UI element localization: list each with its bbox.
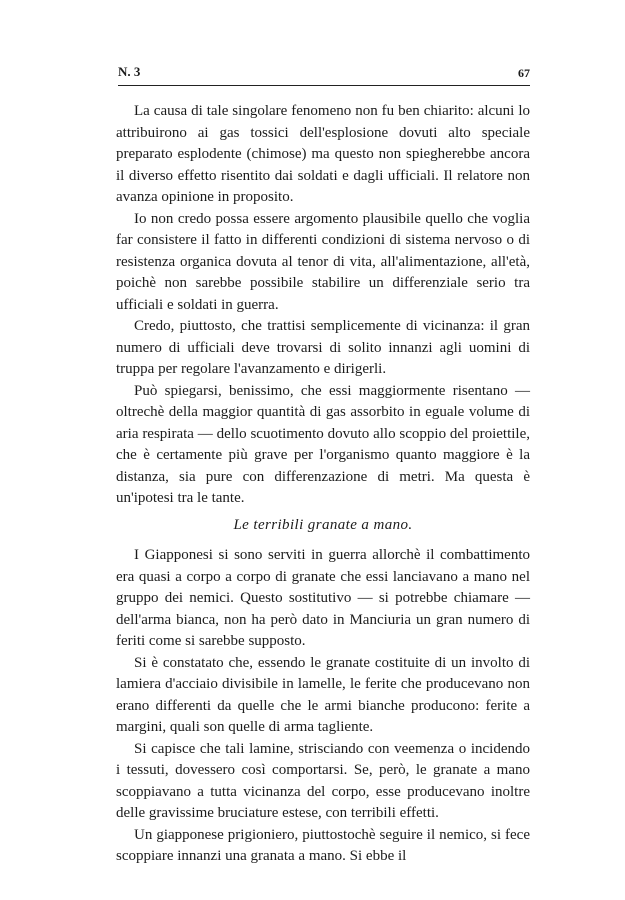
paragraph: La causa di tale singolare fenomeno non fu ben chiarito: alcuni lo attribuirono ai gas tossici dell'esplosione dovuti alto speciale preparato esplodente (chimose) ma questo non spiegherebbe ancora il diverso effetto risentito dai soldati e dagli ufficiali. Il relatore non avanza opinione in proposito. xyxy=(116,103,530,205)
paragraph: Credo, piuttosto, che trattisi semplicemente di vicinanza: il gran numero di ufficiali deve trovarsi di solito innanzi agli uomini di truppa per regolare l'avanzamento e dirigerli. xyxy=(116,318,530,377)
section-title: Le terribili granate a mano. xyxy=(233,516,413,533)
paragraph: Io non credo possa essere argomento plausibile quello che voglia far consistere il fatto in differenti condizioni di sistema nervoso o di resistenza organica dovuta al tenor di vita, all'alimentazione, all'età, poichè non sarebbe possibile stabilire un differenziale serio tra ufficiali e soldati in guerra. xyxy=(116,210,530,313)
page-body xyxy=(116,101,530,868)
header-rule xyxy=(118,85,530,86)
paragraph: Può spiegarsi, benissimo, che essi maggiormente risentano — oltrechè della maggior quantità di gas assorbito in eguale volume di aria respirata — dello scuotimento dovuto allo scoppio del proiettile, che è certamente più grave per l'organismo quanto maggiore è la distanza, sia pure con differenzazione di metri. Ma questa è un'ipotesi tra le tante. xyxy=(116,382,530,506)
paragraph: Si è constatato che, essendo le granate costituite di un involto di lamiera d'acciaio divisibile in lamelle, le ferite che producevano non erano differenti da quelle che le armi bianche producono: ferite a margini, quali son quelle di arma tagliente. xyxy=(116,654,530,735)
page-number: 67 xyxy=(518,66,530,80)
paragraph: I Giapponesi si sono serviti in guerra allorchè il combattimento era quasi a corpo a corpo di granate che essi lanciavano a mano nel gruppo dei nemici. Questo sostitutivo — si potrebbe chiamare — dell'arma bianca, non ha però dato in Manciuria un gran numero di feriti come si sarebbe supposto. xyxy=(116,547,530,649)
page-header xyxy=(118,64,530,84)
issue-number: N. 3 xyxy=(118,64,141,79)
paragraph: Un giapponese prigioniero, piuttostochè seguire il nemico, si fece scoppiare innanzi una granata a mano. Si ebbe il xyxy=(116,826,530,864)
paragraph: Si capisce che tali lamine, strisciando con veemenza o incidendo i tessuti, dovessero così comportarsi. Se, però, le granate a mano scoppiavano a tutta vicinanza del corpo, esse producevano inoltre delle gravissime bruciature estese, con terribili effetti. xyxy=(116,740,530,821)
